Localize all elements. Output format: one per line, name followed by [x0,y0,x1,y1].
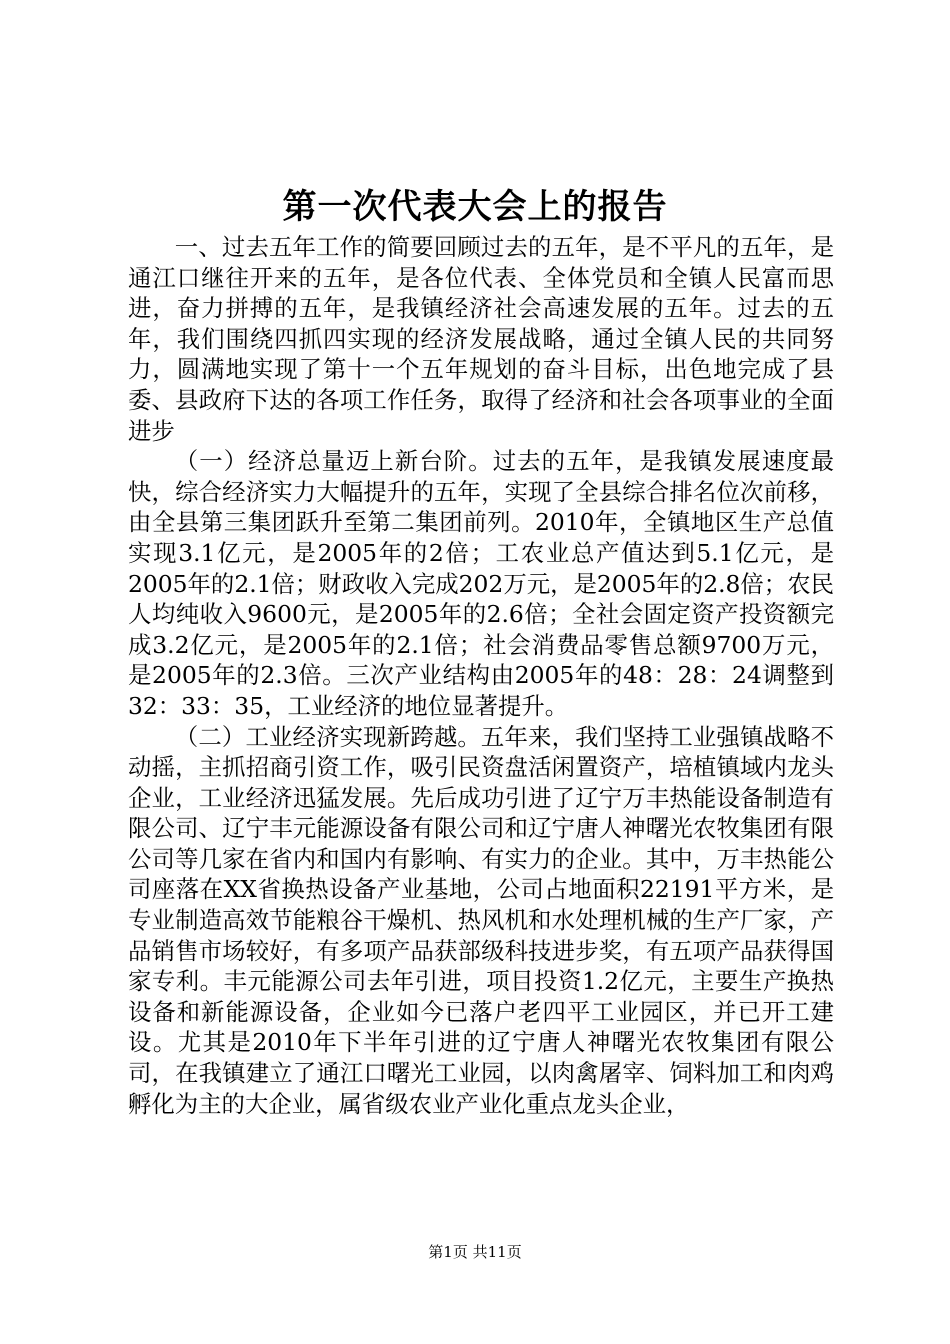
paragraph-industry: （二）工业经济实现新跨越。五年来，我们坚持工业强镇战略不动摇，主抓招商引资工作，吸引民资盘活闲置资产，培植镇域内龙头企业，工业经济迅猛发展。先后成功引进了辽宁万丰热能设备制造有限公司、辽宁丰元能源设备有限公司和辽宁唐人神曙光农牧集团有限公司等几家在省内和国内有影响、有实力的企业。其中，万丰热能公司座落在XX省换热设备产业基地，公司占地面积22191平方米，是专业制造高效节能粮谷干燥机、热风机和水处理机械的生产厂家，产品销售市场较好，有多项产品获部级科技进步奖，有五项产品获得国家专利。丰元能源公司去年引进，项目投资1.2亿元，主要生产换热设备和新能源设备，企业如今已落户老四平工业园区，并已开工建设。尤其是2010年下半年引进的辽宁唐人神曙光农牧集团有限公司，在我镇建立了通江口曙光工业园，以肉禽屠宰、饲料加工和肉鸡孵化为主的大企业，属省级农业产业化重点龙头企业， [128,722,834,1118]
paragraph-economy: （一）经济总量迈上新台阶。过去的五年，是我镇发展速度最快，综合经济实力大幅提升的五年，实现了全县综合排名位次前移，由全县第三集团跃升至第二集团前列。2010年，全镇地区生产总值实现3.1亿元，是2005年的2倍；工农业总产值达到5.1亿元，是2005年的2.1倍；财政收入完成202万元，是2005年的2.8倍；农民人均纯收入9600元，是2005年的2.6倍；全社会固定资产投资额完成3.2亿元，是2005年的2.1倍；社会消费品零售总额9700万元，是2005年的2.3倍。三次产业结构由2005年的48：28：24调整到32：33：35，工业经济的地位显著提升。 [128,447,834,720]
page-footer: 第1页 共11页 [428,1243,522,1261]
document-title: 第一次代表大会上的报告 [282,187,668,227]
paragraph-review: 一、过去五年工作的简要回顾过去的五年，是不平凡的五年，是通江口继往开来的五年，是各位代表、全体党员和全镇人民富而思进，奋力拼搏的五年，是我镇经济社会高速发展的五年。过去的五年，我们围绕四抓四实现的经济发展战略，通过全镇人民的共同努力，圆满地实现了第十一个五年规划的奋斗目标，出色地完成了县委、县政府下达的各项工作任务，取得了经济和社会各项事业的全面进步 [128,233,834,445]
document-body [128,232,834,1119]
